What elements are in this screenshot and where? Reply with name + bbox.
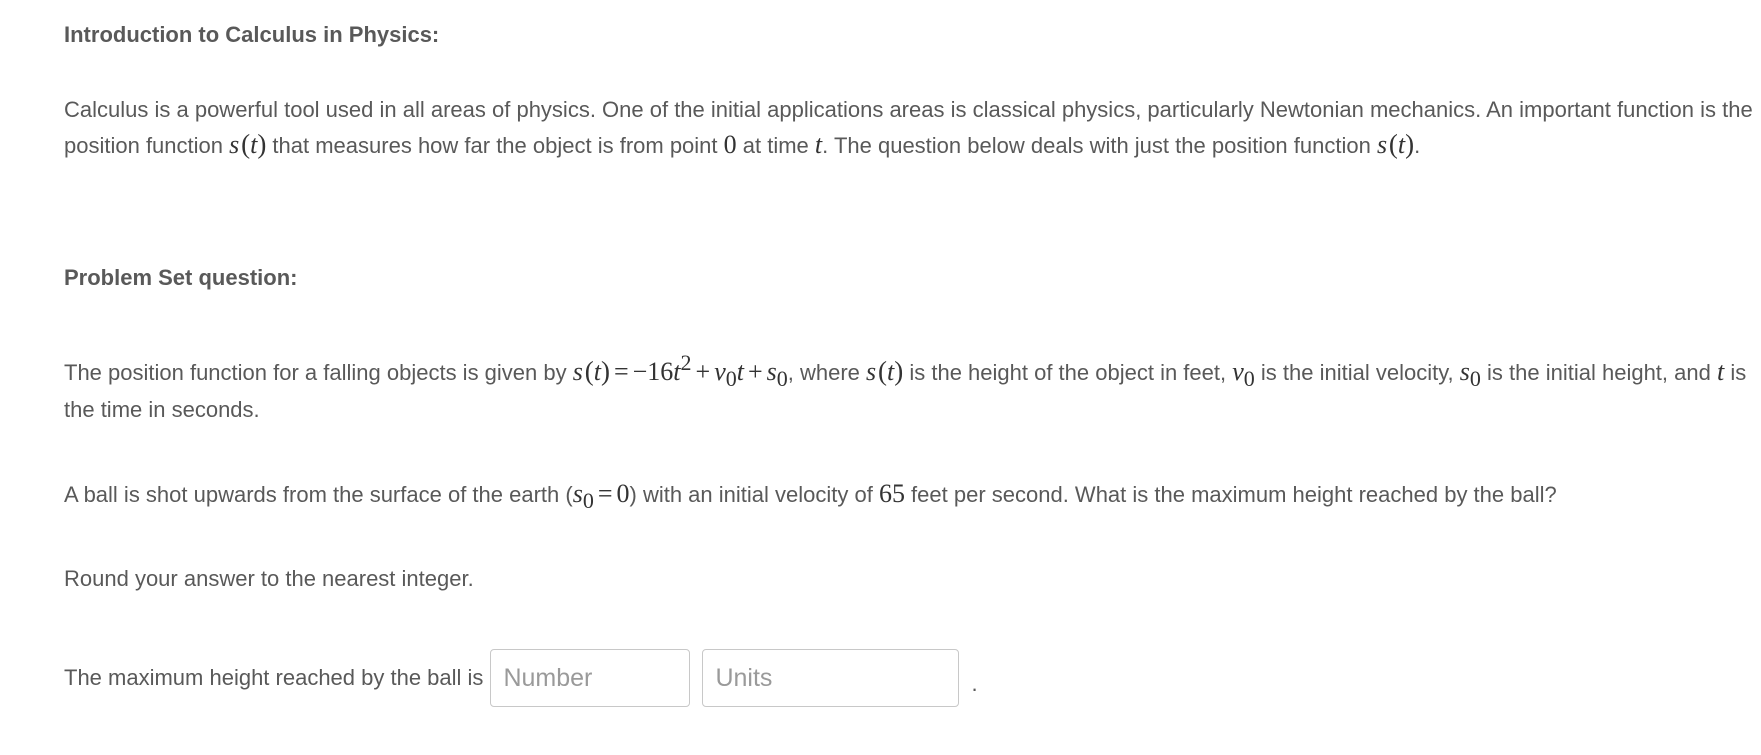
units-input[interactable]: [702, 649, 959, 707]
math-s: s: [766, 357, 777, 386]
math-s: s: [572, 479, 583, 508]
ball-text-3: feet per second. What is the maximum height reached by the ball?: [904, 482, 1557, 507]
question-text-4: is the initial velocity,: [1254, 360, 1460, 385]
intro-text-1: Calculus is a powerful tool used in all areas of physics. One of the initial applications areas is classical physics, particularly Newtonian mechanics. An important function is the position function: [64, 97, 1753, 158]
problem-heading: Problem Set question:: [64, 265, 298, 290]
math-t: t: [1397, 130, 1406, 159]
math-s: s: [229, 130, 240, 159]
math-s: s: [866, 357, 877, 386]
question-text-2: , where: [787, 360, 867, 385]
ball-question-paragraph: [64, 476, 1761, 512]
intro-heading: Introduction to Calculus in Physics:: [64, 22, 440, 47]
math-exponent: 2: [680, 350, 692, 375]
math-v: v: [714, 357, 726, 386]
math-subscript-zero: 0: [725, 366, 737, 391]
intro-text-3: at time: [736, 133, 815, 158]
question-text-3: is the height of the object in feet,: [903, 360, 1233, 385]
math-t: t: [1716, 357, 1725, 386]
math-zero: 0: [616, 479, 630, 508]
math-close-paren: ): [1405, 129, 1415, 159]
math-equals: =: [597, 479, 613, 508]
math-t: t: [887, 357, 895, 386]
math-minus: −: [632, 357, 648, 386]
math-subscript-zero: 0: [776, 366, 788, 391]
math-close-paren: ): [894, 356, 904, 386]
math-t: t: [593, 357, 601, 386]
math-equals: =: [613, 357, 629, 386]
math-t: t: [673, 357, 681, 386]
math-point-zero: 0: [723, 130, 737, 159]
question-text-5: is the initial height, and: [1480, 360, 1717, 385]
math-plus: +: [747, 357, 763, 386]
intro-paragraph: [64, 92, 1754, 163]
ball-text-1: A ball is shot upwards from the surface of the earth (: [64, 482, 573, 507]
math-close-paren: ): [257, 129, 267, 159]
math-open-paren: (: [241, 129, 251, 159]
math-coefficient: 16: [647, 357, 674, 386]
number-input[interactable]: [490, 649, 690, 707]
intro-text-4: . The question below deals with just the position function: [822, 133, 1377, 158]
math-s: s: [1376, 130, 1388, 159]
intro-text-5: .: [1414, 133, 1421, 158]
answer-row: [64, 648, 978, 708]
math-open-paren: (: [584, 356, 594, 386]
question-text-6: is the time in seconds.: [64, 360, 1747, 422]
intro-text-2: that measures how far the object is from point: [266, 133, 724, 158]
math-v: v: [1232, 357, 1244, 386]
math-subscript-zero: 0: [582, 488, 594, 513]
math-s: s: [572, 357, 583, 386]
math-subscript-zero: 0: [1243, 366, 1255, 391]
math-t: t: [814, 130, 823, 159]
math-open-paren: (: [878, 356, 887, 386]
math-close-paren: ): [600, 356, 610, 386]
position-function-paragraph: [64, 350, 1761, 428]
answer-label: The maximum height reached by the ball is: [64, 665, 484, 690]
math-plus: +: [695, 357, 711, 386]
round-note: Round your answer to the nearest integer.: [64, 566, 474, 591]
question-text-1: The position function for a falling objects is given by: [64, 360, 573, 385]
answer-period: .: [971, 671, 978, 696]
math-velocity: 65: [878, 479, 905, 508]
math-open-paren: (: [1388, 129, 1398, 159]
math-s: s: [1459, 357, 1470, 386]
math-subscript-zero: 0: [1469, 366, 1481, 391]
math-t: t: [736, 357, 744, 386]
math-t: t: [250, 130, 258, 159]
ball-text-2: ) with an initial velocity of: [629, 482, 879, 507]
